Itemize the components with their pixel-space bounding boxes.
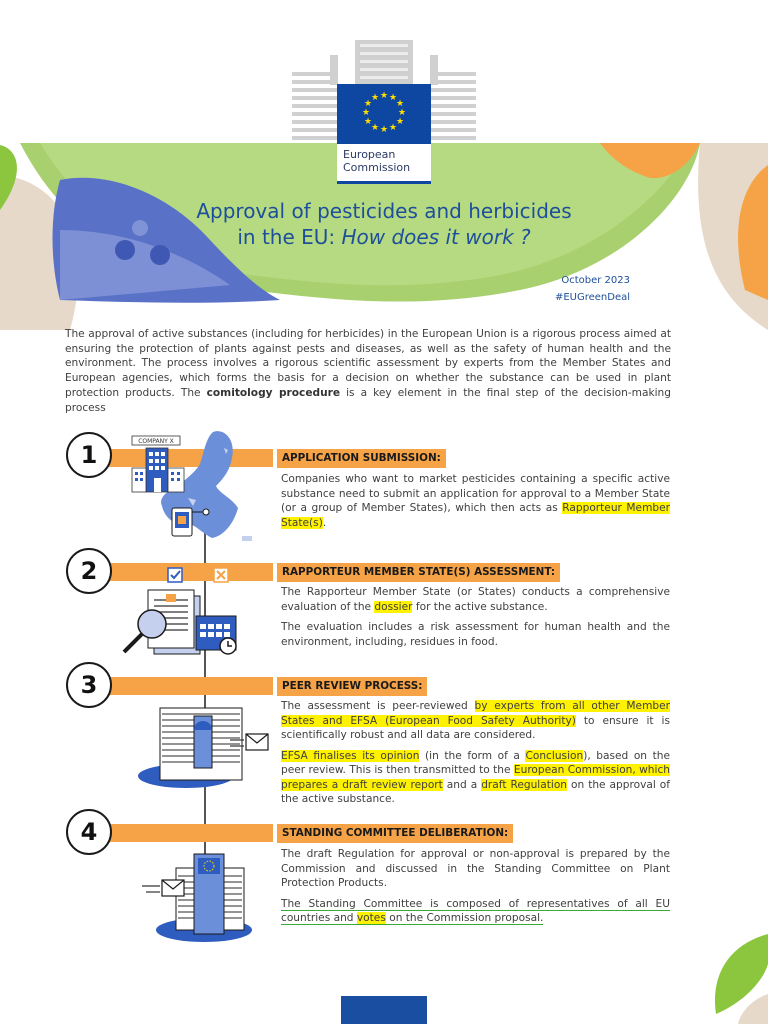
svg-text:★: ★ <box>388 93 398 103</box>
step-2-heading: RAPPORTEUR MEMBER STATE(S) ASSESSMENT: <box>277 563 560 582</box>
step-4-bar <box>88 824 273 842</box>
european-commission-logo <box>337 84 431 184</box>
svg-text:★: ★ <box>361 108 371 118</box>
step-3-bar <box>88 677 273 695</box>
svg-text:★: ★ <box>363 117 373 127</box>
title-line-1: Approval of pesticides and herbicides <box>196 199 572 223</box>
step-1-paragraph <box>281 472 670 530</box>
meta-info <box>555 272 630 306</box>
step-3-text-a: The assessment is peer-reviewed <box>281 700 475 712</box>
step-1-text <box>281 472 670 530</box>
step-3-illustration <box>134 700 274 792</box>
svg-text:★: ★ <box>370 93 380 103</box>
efsa-label: efsa <box>172 769 192 778</box>
bottom-right-leaves <box>700 934 768 1024</box>
commission-building-icon <box>156 854 252 942</box>
step-3-number: 3 <box>66 662 112 708</box>
step-2-text <box>281 585 670 649</box>
page-title <box>150 198 618 250</box>
step-4-paragraph-2 <box>281 897 670 926</box>
intro-text-after: is a key element in the final step of the decision-making process <box>65 386 671 414</box>
step-3-paragraph-2 <box>281 749 670 807</box>
clock-icon <box>220 638 236 654</box>
step-3-text-e: and a <box>442 778 482 791</box>
step-3-highlight-regulation: draft Regulation <box>481 778 568 791</box>
step-3-text-b: to ensure it is scientifically robust and all data are considered. <box>281 714 670 741</box>
title-line-2 <box>150 224 618 250</box>
step-2-paragraph-1 <box>281 585 670 614</box>
step-1-number: 1 <box>66 432 112 478</box>
svg-text:★: ★ <box>379 125 389 135</box>
logo-text <box>343 148 429 174</box>
logo-line-1: European <box>343 148 396 161</box>
step-1-highlight: Rapporteur Member State(s) <box>281 502 670 529</box>
efsa-building-icon <box>138 708 242 788</box>
step-1-text-a: Companies who want to market pesticides containing a specific active substance need to submit an application for approval to a Member State (or a group of Member States), which then acts as <box>281 473 670 514</box>
step-4-number: 4 <box>66 809 112 855</box>
step-3-text-c: (in the form of a <box>419 749 526 762</box>
step-4-highlight: votes <box>356 912 386 924</box>
step-3-highlight: by experts from all other Member States and EFSA (European Food Safety Authority) <box>281 700 670 727</box>
step-3-highlight-commission: European Commission, which prepares a draft review report <box>281 764 671 791</box>
step-3-highlight-conclusion: Conclusion <box>525 749 584 762</box>
svg-text:★: ★ <box>363 99 373 109</box>
intro-paragraph <box>65 327 671 415</box>
intro-bold-term: comitology procedure <box>206 386 341 399</box>
logo-line-2: Commission <box>343 161 411 174</box>
svg-text:★: ★ <box>397 108 407 118</box>
step-4-text-a: The Standing Committee is composed of representatives of all EU countries and <box>281 897 670 924</box>
step-1-text-b: . <box>322 516 327 529</box>
eu-flag-icon <box>337 84 431 144</box>
step-1-heading: APPLICATION SUBMISSION: <box>277 449 446 468</box>
step-3-text <box>281 699 670 807</box>
title-line-2-emphasis: How does it work ? <box>341 225 531 249</box>
step-2-illustration <box>116 566 248 658</box>
step-3-text-d: ), based on the peer review. This is then transmitted to the <box>281 749 670 776</box>
svg-text:★: ★ <box>395 117 405 127</box>
intro-text-before: The approval of active substances (including for herbicides) in the European Union is a rigorous process aimed at ensuring the protection of plants against pests and diseases, as well as the safety of human health and the environment. The process involves a rigorous scientific assessment by experts from the Member States and European agencies, which forms the basis for a decision on whether the substance can be used in plant protection products. The <box>65 328 671 399</box>
logo-rule <box>337 181 431 184</box>
title-line-2-prefix: in the EU: <box>237 225 342 249</box>
bottom-blue-bar <box>341 996 427 1024</box>
envelope-icon <box>142 880 184 896</box>
company-building-icon <box>132 436 184 492</box>
publication-date: October 2023 <box>561 275 630 286</box>
step-4-illustration <box>140 848 254 944</box>
step-2-text-b: for the active substance. <box>412 600 548 613</box>
step-4-text-b: on the Commission proposal. <box>385 912 544 924</box>
step-1-illustration <box>128 428 258 544</box>
step-3-heading: PEER REVIEW PROCESS: <box>277 677 427 696</box>
step-4-heading: STANDING COMMITTEE DELIBERATION: <box>277 824 513 843</box>
svg-text:★: ★ <box>379 91 389 101</box>
checkbox-icon <box>168 568 228 582</box>
step-2-paragraph-2: The evaluation includes a risk assessment for human health and the environment, including, residues in food. <box>281 621 670 648</box>
company-label: COMPANY X <box>138 438 174 445</box>
step-3-paragraph-1 <box>281 699 670 743</box>
step-4-paragraph-1: The draft Regulation for approval or non-approval is prepared by the Commission and discussed in the Standing Committee on Plant Protection Products. <box>281 848 670 889</box>
hashtag: #EUGreenDeal <box>554 292 630 303</box>
step-2-text-a: The Rapporteur Member State (or States) conducts a comprehensive evaluation of the <box>281 586 670 613</box>
svg-text:★: ★ <box>395 99 405 109</box>
step-4-text <box>281 847 670 926</box>
step-2-highlight: dossier <box>374 600 413 613</box>
svg-text:★: ★ <box>388 123 398 133</box>
svg-text:★: ★ <box>370 123 380 133</box>
step-2-number: 2 <box>66 548 112 594</box>
step-3-text-f: on the approval of the active substance. <box>281 778 670 805</box>
step-3-highlight-opinion: EFSA finalises its opinion <box>281 749 420 762</box>
